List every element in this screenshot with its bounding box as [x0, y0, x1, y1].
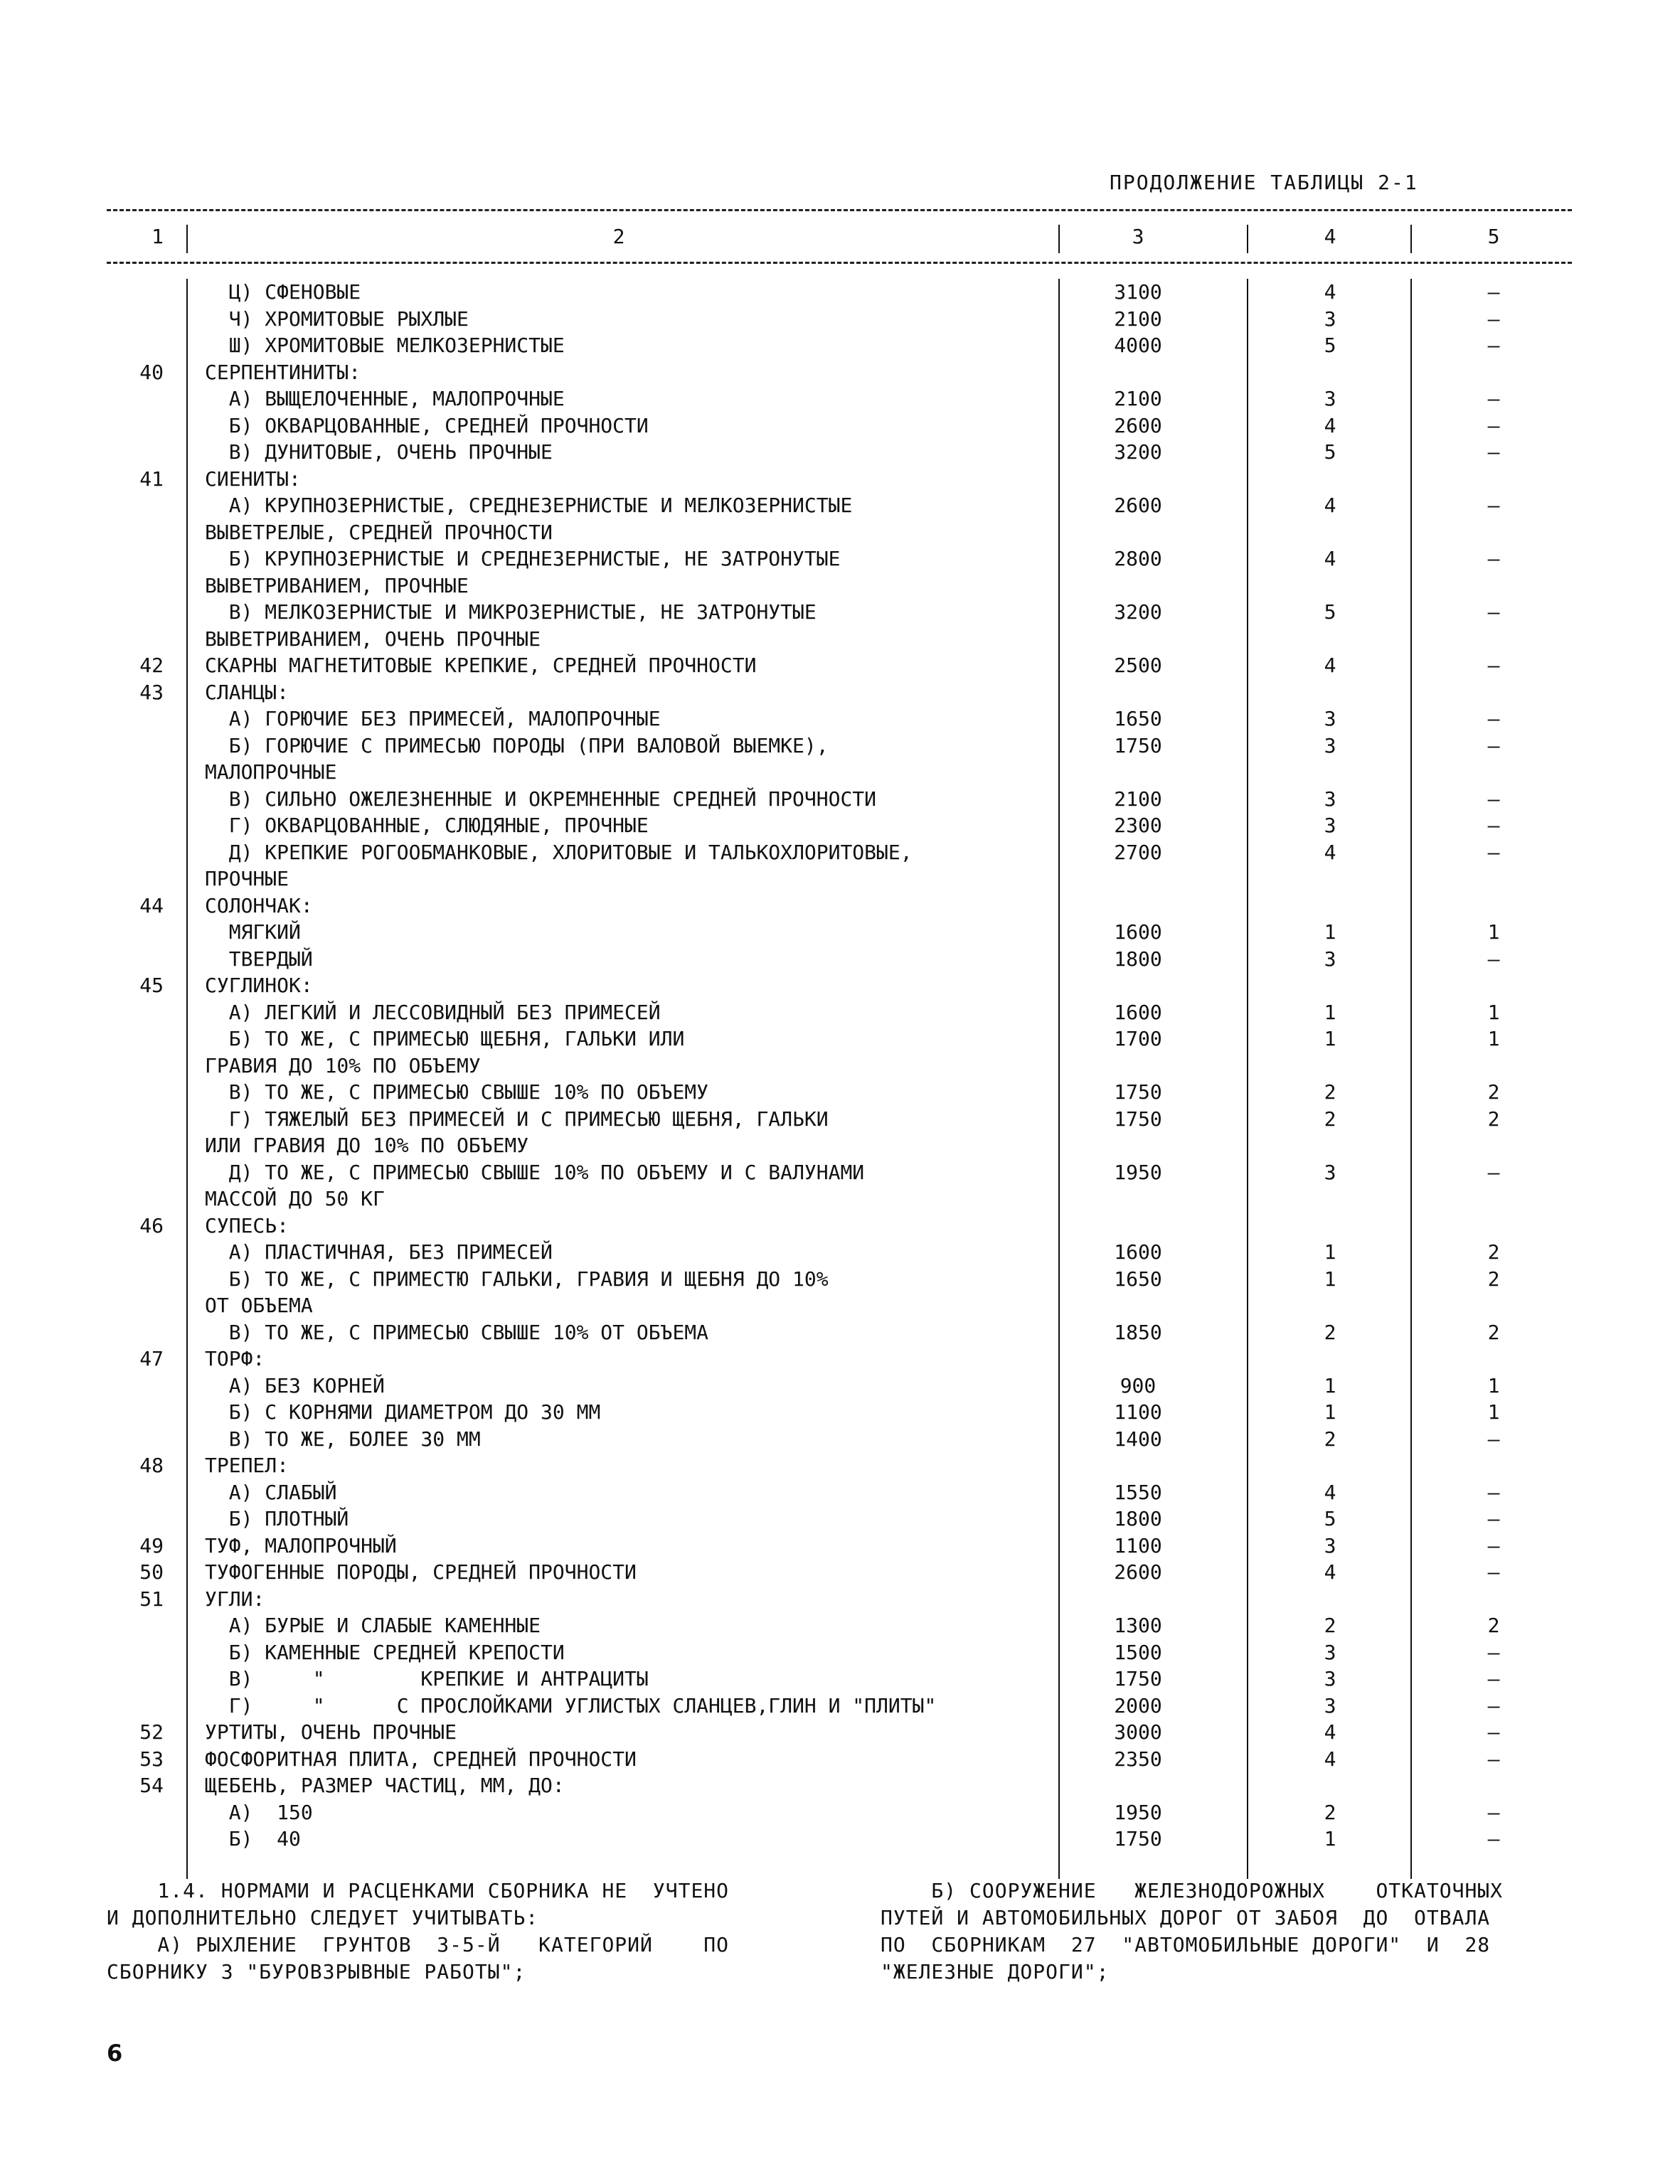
- table-row: [0, 999, 1680, 1026]
- row-value-col3: 1950: [1114, 1160, 1162, 1184]
- table-row: [0, 626, 1680, 653]
- row-value-col3: 2500: [1114, 654, 1162, 677]
- row-value-col4: 3: [1324, 707, 1336, 730]
- table-row: [0, 893, 1680, 920]
- row-description: В) СИЛЬНО ОЖЕЛЕЗНЕННЫЕ И ОКРЕМНЕННЫЕ СРЕДНЕЙ ПРОЧНОСТИ: [205, 787, 877, 811]
- row-number: 46: [139, 1213, 164, 1237]
- row-value-col4: 3: [1324, 1533, 1336, 1557]
- row-value-col4: 1: [1324, 1400, 1336, 1424]
- row-value-col4: 5: [1324, 334, 1336, 357]
- row-value-col4: 2: [1324, 1800, 1336, 1824]
- row-description: ИЛИ ГРАВИЯ ДО 10% ПО ОБЪЕМУ: [205, 1134, 529, 1157]
- row-number: 49: [139, 1533, 164, 1557]
- row-number: 41: [139, 467, 164, 491]
- table-row: [0, 545, 1680, 572]
- row-description: Б) С КОРНЯМИ ДИАМЕТРОМ ДО 30 ММ: [205, 1400, 601, 1424]
- table-row: [0, 279, 1680, 306]
- row-number: 52: [139, 1720, 164, 1744]
- row-value-col4: 4: [1324, 840, 1336, 864]
- row-value-col5: –: [1487, 1720, 1500, 1744]
- table-row: [0, 1479, 1680, 1506]
- row-description: Б) ГОРЮЧИЕ С ПРИМЕСЬЮ ПОРОДЫ (ПРИ ВАЛОВОЙ ВЫЕМКЕ),: [205, 733, 829, 757]
- row-value-col5: –: [1487, 1427, 1500, 1451]
- table-row: [0, 1639, 1680, 1666]
- row-value-col4: 2: [1324, 1107, 1336, 1131]
- table-row: [0, 1746, 1680, 1773]
- row-value-col5: –: [1487, 1667, 1500, 1690]
- row-description: А) ПЛАСТИЧНАЯ, БЕЗ ПРИМЕСЕЙ: [205, 1240, 553, 1264]
- row-value-col5: –: [1487, 1640, 1500, 1664]
- table-row: [0, 306, 1680, 333]
- row-number: 48: [139, 1454, 164, 1477]
- footnote-left: 1.4. НОРМАМИ И РАСЦЕНКАМИ СБОРНИКА НЕ УЧТЕНО И ДОПОЛНИТЕЛЬНО СЛЕДУЕТ УЧИТЫВАТЬ: А) РЫХЛЕНИЕ ГРУНТОВ 3-5-Й КАТЕГОРИЙ ПО СБОРНИКУ 3 "БУРОВЗРЫВНЫЕ РАБОТЫ";: [107, 1879, 730, 1983]
- row-value-col3: 2800: [1114, 547, 1162, 570]
- row-value-col5: –: [1487, 387, 1500, 410]
- row-description: А) БУРЫЕ И СЛАБЫЕ КАМЕННЫЕ: [205, 1614, 541, 1637]
- row-value-col5: 2: [1487, 1107, 1500, 1131]
- table-row: [0, 1159, 1680, 1186]
- row-value-col5: –: [1487, 1800, 1500, 1824]
- row-description: Ш) ХРОМИТОВЫЕ МЕЛКОЗЕРНИСТЫЕ: [205, 334, 565, 357]
- row-value-col5: 1: [1487, 1400, 1500, 1424]
- table-row: [0, 1426, 1680, 1453]
- column-header-2: 2: [612, 225, 625, 248]
- page-number: 6: [107, 2040, 123, 2067]
- row-value-col4: 4: [1324, 1720, 1336, 1744]
- row-value-col5: –: [1487, 440, 1500, 464]
- row-value-col5: –: [1487, 600, 1500, 624]
- row-value-col3: 1650: [1114, 707, 1162, 730]
- row-value-col5: –: [1487, 1560, 1500, 1584]
- row-description: СИЕНИТЫ:: [205, 467, 301, 491]
- table-row: [0, 519, 1680, 546]
- row-description: Г) ОКВАРЦОВАННЫЕ, СЛЮДЯНЫЕ, ПРОЧНЫЕ: [205, 814, 649, 837]
- row-value-col4: 3: [1324, 1160, 1336, 1184]
- row-value-col5: 2: [1487, 1320, 1500, 1344]
- row-value-col4: 3: [1324, 947, 1336, 971]
- row-description: СЕРПЕНТИНИТЫ:: [205, 360, 361, 384]
- row-description: Б) ПЛОТНЫЙ: [205, 1507, 349, 1530]
- table-row: [0, 1772, 1680, 1799]
- row-description: Г) " С ПРОСЛОЙКАМИ УГЛИСТЫХ СЛАНЦЕВ,ГЛИН И "ПЛИТЫ": [205, 1693, 937, 1717]
- row-value-col3: 3200: [1114, 600, 1162, 624]
- row-description: В) ТО ЖЕ, С ПРИМЕСЬЮ СВЫШЕ 10% ОТ ОБЪЕМА: [205, 1320, 709, 1344]
- row-value-col3: 900: [1120, 1373, 1157, 1397]
- row-description: ОТ ОБЪЕМА: [205, 1294, 313, 1317]
- row-description: ФОСФОРИТНАЯ ПЛИТА, СРЕДНЕЙ ПРОЧНОСТИ: [205, 1747, 637, 1771]
- table-body: [0, 279, 1680, 1853]
- row-number: 42: [139, 654, 164, 677]
- row-value-col4: 1: [1324, 1827, 1336, 1850]
- row-value-col4: 1: [1324, 1373, 1336, 1397]
- row-value-col3: 1750: [1114, 733, 1162, 757]
- row-description: ВЫВЕТРИВАНИЕМ, ПРОЧНЫЕ: [205, 573, 469, 597]
- table-row: [0, 1826, 1680, 1853]
- table-row: [0, 1213, 1680, 1240]
- header-divider: [186, 225, 188, 253]
- column-header-1: 1: [151, 225, 164, 248]
- row-description: ТУФ, МАЛОПРОЧНЫЙ: [205, 1533, 397, 1557]
- row-value-col3: 1950: [1114, 1800, 1162, 1824]
- row-value-col4: 5: [1324, 600, 1336, 624]
- row-description: ТРЕПЕЛ:: [205, 1454, 289, 1477]
- row-value-col4: 3: [1324, 1693, 1336, 1717]
- table-row: [0, 412, 1680, 440]
- row-value-col4: 3: [1324, 307, 1336, 331]
- row-description: ПРОЧНЫЕ: [205, 867, 289, 890]
- row-value-col3: 2100: [1114, 387, 1162, 410]
- header-bottom-rule: [107, 262, 1572, 264]
- table-row: [0, 1053, 1680, 1080]
- row-value-col5: 1: [1487, 1027, 1500, 1050]
- row-value-col3: 3000: [1114, 1720, 1162, 1744]
- table-row: [0, 1106, 1680, 1133]
- table-row: [0, 599, 1680, 626]
- row-description: УГЛИ:: [205, 1587, 265, 1611]
- header-divider: [1058, 225, 1060, 253]
- row-description: Б) КАМЕННЫЕ СРЕДНЕЙ КРЕПОСТИ: [205, 1640, 565, 1664]
- row-value-col3: 1100: [1114, 1533, 1162, 1557]
- row-value-col4: 1: [1324, 1267, 1336, 1291]
- row-value-col3: 1700: [1114, 1027, 1162, 1050]
- row-value-col3: 1650: [1114, 1267, 1162, 1291]
- table-row: [0, 1693, 1680, 1720]
- row-value-col5: 2: [1487, 1614, 1500, 1637]
- row-value-col5: –: [1487, 947, 1500, 971]
- row-value-col4: 4: [1324, 547, 1336, 570]
- table-row: [0, 1373, 1680, 1400]
- row-value-col4: 1: [1324, 1000, 1336, 1024]
- row-value-col5: –: [1487, 1160, 1500, 1184]
- row-description: Ч) ХРОМИТОВЫЕ РЫХЛЫЕ: [205, 307, 469, 331]
- row-value-col5: –: [1487, 1827, 1500, 1850]
- table-row: [0, 1399, 1680, 1426]
- row-description: Б) ОКВАРЦОВАННЫЕ, СРЕДНЕЙ ПРОЧНОСТИ: [205, 413, 649, 437]
- row-value-col3: 1850: [1114, 1320, 1162, 1344]
- row-number: 40: [139, 360, 164, 384]
- table-row: [0, 1506, 1680, 1533]
- row-description: Д) ТО ЖЕ, С ПРИМЕСЬЮ СВЫШЕ 10% ПО ОБЪЕМУ И С ВАЛУНАМИ: [205, 1160, 865, 1184]
- table-row: [0, 466, 1680, 493]
- table-row: [0, 1292, 1680, 1319]
- row-value-col5: –: [1487, 787, 1500, 811]
- row-value-col3: 1100: [1114, 1400, 1162, 1424]
- row-description: В) ТО ЖЕ, БОЛЕЕ 30 ММ: [205, 1427, 481, 1451]
- table-row: [0, 786, 1680, 813]
- row-number: 51: [139, 1587, 164, 1611]
- row-value-col5: –: [1487, 1693, 1500, 1717]
- row-value-col5: –: [1487, 494, 1500, 517]
- table-row: [0, 919, 1680, 946]
- row-value-col3: 1500: [1114, 1640, 1162, 1664]
- column-header-3: 3: [1132, 225, 1144, 248]
- row-value-col3: 1550: [1114, 1480, 1162, 1504]
- row-description: УРТИТЫ, ОЧЕНЬ ПРОЧНЫЕ: [205, 1720, 457, 1744]
- row-value-col5: 1: [1487, 920, 1500, 944]
- row-value-col3: 2600: [1114, 1560, 1162, 1584]
- row-description: А) ГОРЮЧИЕ БЕЗ ПРИМЕСЕЙ, МАЛОПРОЧНЫЕ: [205, 707, 661, 730]
- row-number: 45: [139, 974, 164, 997]
- table-row: [0, 1586, 1680, 1613]
- row-value-col3: 2350: [1114, 1747, 1162, 1771]
- row-description: СОЛОНЧАК:: [205, 893, 313, 917]
- row-value-col4: 4: [1324, 1560, 1336, 1584]
- table-row: [0, 1346, 1680, 1373]
- row-description: Б) 40: [205, 1827, 301, 1850]
- row-value-col4: 4: [1324, 494, 1336, 517]
- row-value-col3: 2100: [1114, 307, 1162, 331]
- table-row: [0, 1239, 1680, 1266]
- row-value-col5: 2: [1487, 1267, 1500, 1291]
- row-value-col3: 1600: [1114, 920, 1162, 944]
- table-row: [0, 1132, 1680, 1159]
- table-row: [0, 359, 1680, 386]
- table-row: [0, 946, 1680, 973]
- table-row: [0, 1533, 1680, 1560]
- row-value-col5: –: [1487, 840, 1500, 864]
- table-row: [0, 1266, 1680, 1293]
- row-value-col3: 1600: [1114, 1000, 1162, 1024]
- row-value-col4: 1: [1324, 1240, 1336, 1264]
- row-value-col4: 1: [1324, 920, 1336, 944]
- row-value-col3: 3100: [1114, 280, 1162, 304]
- table-row: [0, 332, 1680, 359]
- table-row: [0, 679, 1680, 706]
- row-description: Б) ТО ЖЕ, С ПРИМЕСТЮ ГАЛЬКИ, ГРАВИЯ И ЩЕБНЯ ДО 10%: [205, 1267, 829, 1291]
- row-value-col3: 1400: [1114, 1427, 1162, 1451]
- table-caption: ПРОДОЛЖЕНИЕ ТАБЛИЦЫ 2-1: [1110, 171, 1418, 194]
- row-value-col3: 1750: [1114, 1667, 1162, 1690]
- table-top-rule: [107, 209, 1572, 211]
- row-description: А) ВЫЩЕЛОЧЕННЫЕ, МАЛОПРОЧНЫЕ: [205, 387, 565, 410]
- table-row: [0, 1186, 1680, 1213]
- row-value-col5: –: [1487, 547, 1500, 570]
- row-value-col5: 1: [1487, 1373, 1500, 1397]
- row-description: В) " КРЕПКИЕ И АНТРАЦИТЫ: [205, 1667, 649, 1690]
- row-value-col4: 2: [1324, 1080, 1336, 1104]
- row-description: СКАРНЫ МАГНЕТИТОВЫЕ КРЕПКИЕ, СРЕДНЕЙ ПРОЧНОСТИ: [205, 654, 757, 677]
- table-row: [0, 1319, 1680, 1346]
- table-row: [0, 1666, 1680, 1693]
- table-row: [0, 572, 1680, 600]
- row-number: 47: [139, 1347, 164, 1370]
- row-description: ЩЕБЕНЬ, РАЗМЕР ЧАСТИЦ, ММ, ДО:: [205, 1774, 565, 1797]
- row-description: Ц) СФЕНОВЫЕ: [205, 280, 361, 304]
- table-row: [0, 492, 1680, 519]
- row-value-col4: 2: [1324, 1614, 1336, 1637]
- row-number: 50: [139, 1560, 164, 1584]
- row-value-col4: 4: [1324, 280, 1336, 304]
- row-value-col5: –: [1487, 733, 1500, 757]
- column-header-5: 5: [1487, 225, 1500, 248]
- row-value-col4: 3: [1324, 1640, 1336, 1664]
- row-description: ТОРФ:: [205, 1347, 265, 1370]
- table-row: [0, 385, 1680, 412]
- row-description: ВЫВЕТРИВАНИЕМ, ОЧЕНЬ ПРОЧНЫЕ: [205, 627, 541, 651]
- table-row: [0, 733, 1680, 760]
- row-value-col4: 1: [1324, 1027, 1336, 1050]
- row-value-col3: 2700: [1114, 840, 1162, 864]
- row-value-col4: 5: [1324, 1507, 1336, 1530]
- table-row: [0, 1026, 1680, 1053]
- row-value-col4: 3: [1324, 387, 1336, 410]
- row-value-col5: –: [1487, 707, 1500, 730]
- row-description: В) МЕЛКОЗЕРНИСТЫЕ И МИКРОЗЕРНИСТЫЕ, НЕ ЗАТРОНУТЫЕ: [205, 600, 817, 624]
- row-value-col5: –: [1487, 1507, 1500, 1530]
- row-value-col4: 2: [1324, 1320, 1336, 1344]
- row-value-col5: –: [1487, 334, 1500, 357]
- row-value-col4: 5: [1324, 440, 1336, 464]
- table-row: [0, 972, 1680, 999]
- table-row: [0, 1452, 1680, 1479]
- table-row: [0, 439, 1680, 466]
- row-value-col5: 2: [1487, 1240, 1500, 1264]
- row-description: А) 150: [205, 1800, 313, 1824]
- row-value-col5: –: [1487, 307, 1500, 331]
- table-row: [0, 652, 1680, 679]
- row-number: 43: [139, 680, 164, 704]
- row-value-col5: –: [1487, 1747, 1500, 1771]
- row-description: ГРАВИЯ ДО 10% ПО ОБЪЕМУ: [205, 1053, 481, 1077]
- table-row: [0, 865, 1680, 893]
- row-value-col4: 4: [1324, 654, 1336, 677]
- row-description: ВЫВЕТРЕЛЫЕ, СРЕДНЕЙ ПРОЧНОСТИ: [205, 520, 553, 544]
- row-value-col3: 2300: [1114, 814, 1162, 837]
- column-header-4: 4: [1324, 225, 1336, 248]
- row-description: А) ЛЕГКИЙ И ЛЕССОВИДНЫЙ БЕЗ ПРИМЕСЕЙ: [205, 1000, 661, 1024]
- table-row: [0, 1612, 1680, 1639]
- row-number: 54: [139, 1774, 164, 1797]
- row-description: А) СЛАБЫЙ: [205, 1480, 337, 1504]
- row-value-col3: 2600: [1114, 494, 1162, 517]
- row-value-col5: –: [1487, 413, 1500, 437]
- row-value-col5: –: [1487, 1480, 1500, 1504]
- row-value-col4: 3: [1324, 787, 1336, 811]
- row-value-col3: 1750: [1114, 1107, 1162, 1131]
- table-row: [0, 705, 1680, 733]
- row-description: ТУФОГЕННЫЕ ПОРОДЫ, СРЕДНЕЙ ПРОЧНОСТИ: [205, 1560, 637, 1584]
- row-value-col5: –: [1487, 654, 1500, 677]
- row-description: В) ДУНИТОВЫЕ, ОЧЕНЬ ПРОЧНЫЕ: [205, 440, 553, 464]
- row-description: ТВЕРДЫЙ: [205, 947, 313, 971]
- row-description: А) КРУПНОЗЕРНИСТЫЕ, СРЕДНЕЗЕРНИСТЫЕ И МЕЛКОЗЕРНИСТЫЕ: [205, 494, 853, 517]
- row-description: СЛАНЦЫ:: [205, 680, 289, 704]
- row-value-col3: 4000: [1114, 334, 1162, 357]
- row-value-col5: –: [1487, 1533, 1500, 1557]
- row-value-col3: 2100: [1114, 787, 1162, 811]
- table-row: [0, 1559, 1680, 1586]
- row-value-col3: 2600: [1114, 413, 1162, 437]
- row-description: МЯГКИЙ: [205, 920, 301, 944]
- row-value-col3: 1750: [1114, 1080, 1162, 1104]
- row-description: СУГЛИНОК:: [205, 974, 313, 997]
- row-number: 44: [139, 893, 164, 917]
- table-row: [0, 1079, 1680, 1106]
- row-value-col3: 3200: [1114, 440, 1162, 464]
- row-description: Б) ТО ЖЕ, С ПРИМЕСЬЮ ЩЕБНЯ, ГАЛЬКИ ИЛИ: [205, 1027, 685, 1050]
- row-description: МАЛОПРОЧНЫЕ: [205, 760, 337, 784]
- footnote-right: Б) СООРУЖЕНИЕ ЖЕЛЕЗНОДОРОЖНЫХ ОТКАТОЧНЫХ ПУТЕЙ И АВТОМОБИЛЬНЫХ ДОРОГ ОТ ЗАБОЯ ДО ОТВАЛА ПО СБОРНИКАМ 27 "АВТОМОБИЛЬНЫЕ ДОРОГИ" И 28 "ЖЕЛЕЗНЫЕ ДОРОГИ";: [881, 1879, 1504, 1983]
- row-value-col4: 4: [1324, 1480, 1336, 1504]
- row-value-col3: 1300: [1114, 1614, 1162, 1637]
- table-row: [0, 839, 1680, 866]
- row-value-col4: 3: [1324, 733, 1336, 757]
- row-value-col4: 2: [1324, 1427, 1336, 1451]
- row-value-col3: 1600: [1114, 1240, 1162, 1264]
- row-value-col4: 3: [1324, 814, 1336, 837]
- row-value-col3: 2000: [1114, 1693, 1162, 1717]
- row-number: 53: [139, 1747, 164, 1771]
- header-divider: [1410, 225, 1412, 253]
- row-value-col3: 1750: [1114, 1827, 1162, 1850]
- row-value-col3: 1800: [1114, 1507, 1162, 1530]
- header-divider: [1247, 225, 1248, 253]
- row-value-col5: –: [1487, 814, 1500, 837]
- row-description: Д) КРЕПКИЕ РОГООБМАНКОВЫЕ, ХЛОРИТОВЫЕ И ТАЛЬКОХЛОРИТОВЫЕ,: [205, 840, 913, 864]
- row-value-col4: 3: [1324, 1667, 1336, 1690]
- row-value-col3: 1800: [1114, 947, 1162, 971]
- row-value-col5: 2: [1487, 1080, 1500, 1104]
- table-row: [0, 812, 1680, 839]
- row-description: Б) КРУПНОЗЕРНИСТЫЕ И СРЕДНЕЗЕРНИСТЫЕ, НЕ ЗАТРОНУТЫЕ: [205, 547, 841, 570]
- table-row: [0, 759, 1680, 786]
- row-description: В) ТО ЖЕ, С ПРИМЕСЬЮ СВЫШЕ 10% ПО ОБЪЕМУ: [205, 1080, 709, 1104]
- row-value-col5: 1: [1487, 1000, 1500, 1024]
- row-description: МАССОЙ ДО 50 КГ: [205, 1187, 385, 1210]
- row-value-col4: 4: [1324, 413, 1336, 437]
- row-description: А) БЕЗ КОРНЕЙ: [205, 1373, 385, 1397]
- row-description: Г) ТЯЖЕЛЫЙ БЕЗ ПРИМЕСЕЙ И С ПРИМЕСЬЮ ЩЕБНЯ, ГАЛЬКИ: [205, 1107, 829, 1131]
- row-description: СУПЕСЬ:: [205, 1213, 289, 1237]
- row-value-col5: –: [1487, 280, 1500, 304]
- row-value-col4: 4: [1324, 1747, 1336, 1771]
- table-row: [0, 1719, 1680, 1746]
- table-row: [0, 1799, 1680, 1826]
